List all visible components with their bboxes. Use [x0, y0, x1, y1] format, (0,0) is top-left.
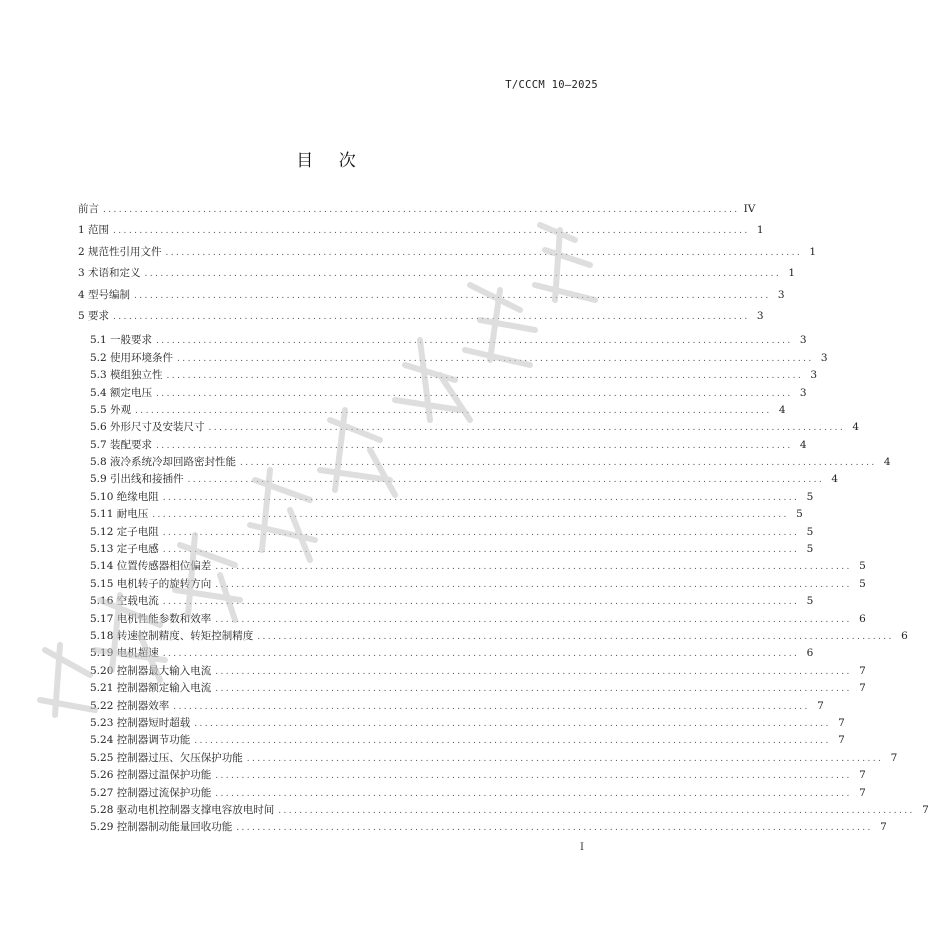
- toc-dot-leader: .........................................................................................................................: [187, 475, 825, 486]
- toc-entry-page: 3: [777, 288, 785, 301]
- toc-entry-page: 5: [806, 490, 814, 503]
- toc-entry-title: 5.9 引出线和接插件: [90, 473, 184, 486]
- toc-entry[interactable]: [78, 454, 891, 471]
- toc-entry[interactable]: [78, 576, 866, 593]
- toc-entry-title: 5.19 电机超速: [90, 647, 159, 660]
- toc-entry[interactable]: [78, 242, 817, 263]
- toc-entry-page: 4: [778, 403, 786, 416]
- toc-dot-leader: .........................................................................................................................: [215, 788, 852, 799]
- toc-entry-title: 5.7 装配要求: [90, 438, 153, 451]
- table-of-contents: [78, 199, 929, 837]
- toc-entry-title: 5 要求: [78, 309, 110, 322]
- document-code: T/CCCM 10—2025: [505, 79, 598, 91]
- toc-entry[interactable]: [78, 524, 814, 541]
- toc-entry-title: 5.24 控制器调节功能: [90, 734, 191, 747]
- toc-entry-page: 5: [806, 525, 814, 538]
- toc-entry-title: 5.4 额定电压: [90, 386, 153, 399]
- toc-entry-title: 1 范围: [78, 224, 110, 237]
- toc-entry-page: 3: [820, 351, 828, 364]
- toc-entry[interactable]: [78, 732, 845, 749]
- toc-entry-page: 5: [859, 577, 866, 590]
- toc-entry[interactable]: [78, 199, 756, 220]
- toc-entry[interactable]: [78, 506, 803, 523]
- toc-entry-page: 6: [859, 612, 866, 625]
- toc-entry[interactable]: [78, 663, 866, 680]
- toc-entry-title: 5.8 液冷系统冷却回路密封性能: [90, 456, 237, 469]
- toc-entry-title: 5.21 控制器额定输入电流: [90, 682, 212, 695]
- toc-entry-page: 3: [799, 386, 807, 399]
- toc-entry-page: 1: [756, 224, 764, 237]
- toc-entry-page: 3: [756, 309, 764, 322]
- toc-entry-page: 5: [806, 595, 814, 608]
- toc-entry-title: 5.11 耐电压: [90, 508, 149, 521]
- toc-entry[interactable]: [78, 350, 828, 367]
- toc-entry-title: 5.28 驱动电机控制器支撑电容放电时间: [90, 803, 275, 816]
- toc-entry[interactable]: [78, 645, 814, 662]
- toc-entry[interactable]: [78, 489, 814, 506]
- toc-dot-leader: .........................................................................................................................: [144, 269, 782, 280]
- toc-entry-page: 5: [806, 543, 814, 556]
- toc-entry[interactable]: [78, 767, 866, 784]
- toc-entry-title: 5.15 电机转子的旋转方向: [90, 577, 212, 590]
- toc-entry[interactable]: [78, 471, 839, 488]
- toc-entry-title: 5.13 定子电感: [90, 543, 159, 556]
- toc-entry-page: 6: [806, 647, 814, 660]
- toc-entry-title: 5.25 控制器过压、欠压保护功能: [90, 751, 243, 764]
- toc-entry-title: 5.20 控制器最大输入电流: [90, 664, 212, 677]
- toc-dot-leader: .........................................................................................................................: [177, 353, 814, 364]
- toc-entry[interactable]: [78, 402, 786, 419]
- toc-entry[interactable]: [78, 419, 860, 436]
- page-number: I: [580, 842, 584, 853]
- toc-entry-title: 4 型号编制: [78, 288, 131, 301]
- toc-dot-leader: .........................................................................................................................: [156, 388, 793, 399]
- toc-entry-title: 5.18 转速控制精度、转矩控制精度: [90, 629, 254, 642]
- toc-dot-leader: .........................................................................................................................: [194, 736, 831, 747]
- toc-entry-page: 7: [859, 786, 866, 799]
- toc-entry[interactable]: [78, 802, 929, 819]
- toc-entry[interactable]: [78, 541, 814, 558]
- toc-entry-page: 7: [838, 734, 845, 747]
- toc-entry-title: 前言: [78, 203, 99, 215]
- toc-dot-leader: .........................................................................................................................: [162, 527, 800, 538]
- toc-dot-leader: .........................................................................................................................: [194, 718, 831, 729]
- toc-dot-leader: .........................................................................................................................: [173, 701, 810, 712]
- toc-entry[interactable]: [78, 332, 807, 349]
- toc-entry-page: 7: [859, 682, 866, 695]
- toc-entry[interactable]: [78, 263, 796, 284]
- toc-entry-page: 4: [799, 438, 807, 451]
- toc-dot-leader: .........................................................................................................................: [152, 510, 789, 521]
- toc-entry[interactable]: [78, 593, 814, 610]
- toc-entry[interactable]: [78, 306, 764, 327]
- toc-dot-leader: .........................................................................................................................: [215, 684, 852, 695]
- toc-entry-title: 5.2 使用环境条件: [90, 351, 174, 364]
- toc-entry[interactable]: [78, 628, 908, 645]
- toc-dot-leader: .........................................................................................................................: [166, 371, 804, 382]
- toc-entry[interactable]: [78, 367, 818, 384]
- toc-entry-page: 3: [799, 334, 807, 347]
- toc-entry[interactable]: [78, 750, 898, 767]
- page-title: 目 次: [296, 151, 366, 171]
- toc-entry[interactable]: [78, 437, 807, 454]
- toc-entry-title: 5.17 电机性能参数和效率: [90, 612, 212, 625]
- toc-dot-leader: .........................................................................................................................: [162, 649, 800, 660]
- toc-entry[interactable]: [78, 611, 866, 628]
- toc-entry-title: 5.10 绝缘电阻: [90, 490, 159, 503]
- toc-dot-leader: .........................................................................................................................: [257, 631, 894, 642]
- toc-entry-page: 7: [880, 821, 887, 834]
- toc-dot-leader: .........................................................................................................................: [215, 562, 852, 573]
- toc-entry-title: 5.26 控制器过温保护功能: [90, 769, 212, 782]
- toc-dot-leader: .........................................................................................................................: [236, 823, 873, 834]
- toc-entry[interactable]: [78, 680, 866, 697]
- toc-dot-leader: .........................................................................................................................: [240, 458, 877, 469]
- toc-entry-title: 5.29 控制器制动能量回收功能: [90, 821, 233, 834]
- toc-dot-leader: .........................................................................................................................: [156, 440, 793, 451]
- toc-entry-title: 5.1 一般要求: [90, 334, 153, 347]
- toc-entry-page: 7: [890, 751, 898, 764]
- toc-entry-page: IV: [743, 203, 756, 215]
- toc-dot-leader: .........................................................................................................................: [246, 753, 884, 764]
- toc-entry[interactable]: [78, 715, 845, 732]
- toc-entry[interactable]: [78, 385, 807, 402]
- toc-entry-title: 5.16 空载电流: [90, 595, 159, 608]
- toc-entry-page: 4: [831, 473, 839, 486]
- toc-entry-title: 5.23 控制器短时超载: [90, 716, 191, 729]
- toc-entry-title: 5.12 定子电阻: [90, 525, 159, 538]
- toc-entry-page: 5: [796, 508, 803, 521]
- toc-entry-page: 5: [859, 560, 866, 573]
- toc-dot-leader: .........................................................................................................................: [208, 423, 846, 434]
- toc-dot-leader: .........................................................................................................................: [162, 492, 800, 503]
- toc-entry-page: 3: [810, 369, 818, 382]
- toc-entry[interactable]: [78, 785, 866, 802]
- toc-dot-leader: .........................................................................................................................: [165, 247, 803, 258]
- toc-dot-leader: .........................................................................................................................: [215, 614, 852, 625]
- toc-dot-leader: .........................................................................................................................: [134, 290, 771, 301]
- toc-entry-title: 3 术语和定义: [78, 267, 141, 280]
- toc-dot-leader: .........................................................................................................................: [215, 666, 852, 677]
- toc-dot-leader: .........................................................................................................................: [113, 226, 750, 237]
- toc-entry[interactable]: [78, 285, 785, 306]
- toc-entry-page: 1: [809, 245, 817, 258]
- toc-dot-leader: .........................................................................................................................: [215, 771, 852, 782]
- toc-dot-leader: .........................................................................................................................: [278, 805, 915, 816]
- toc-entry-title: 5.3 模组独立性: [90, 369, 163, 382]
- toc-entry-page: 7: [922, 803, 929, 816]
- toc-dot-leader: .........................................................................................................................: [162, 545, 800, 556]
- toc-entry-page: 7: [859, 664, 866, 677]
- toc-entry-page: 7: [817, 699, 824, 712]
- toc-entry-title: 2 规范性引用文件: [78, 245, 162, 258]
- toc-dot-leader: .........................................................................................................................: [215, 579, 852, 590]
- toc-entry-page: 7: [838, 716, 845, 729]
- toc-entry-page: 4: [852, 421, 860, 434]
- toc-dot-leader: .........................................................................................................................: [156, 336, 793, 347]
- toc-entry-page: 6: [901, 629, 908, 642]
- toc-dot-leader: .........................................................................................................................: [113, 311, 750, 322]
- toc-entry-title: 5.22 控制器效率: [90, 699, 170, 712]
- toc-entry[interactable]: [78, 698, 824, 715]
- toc-entry-title: 5.6 外形尺寸及安装尺寸: [90, 421, 205, 434]
- toc-entry-title: 5.27 控制器过流保护功能: [90, 786, 212, 799]
- toc-dot-leader: .........................................................................................................................: [162, 597, 800, 608]
- toc-entry[interactable]: [78, 220, 764, 241]
- toc-entry-title: 5.14 位置传感器相位偏差: [90, 560, 212, 573]
- toc-entry-page: 4: [883, 456, 891, 469]
- toc-dot-leader: .........................................................................................................................: [103, 205, 740, 215]
- toc-entry[interactable]: [78, 558, 866, 575]
- toc-entry-page: 7: [859, 769, 866, 782]
- toc-entry[interactable]: [78, 819, 887, 836]
- toc-entry-page: 1: [788, 267, 796, 280]
- toc-entry-title: 5.5 外观: [90, 403, 132, 416]
- toc-dot-leader: .........................................................................................................................: [135, 405, 772, 416]
